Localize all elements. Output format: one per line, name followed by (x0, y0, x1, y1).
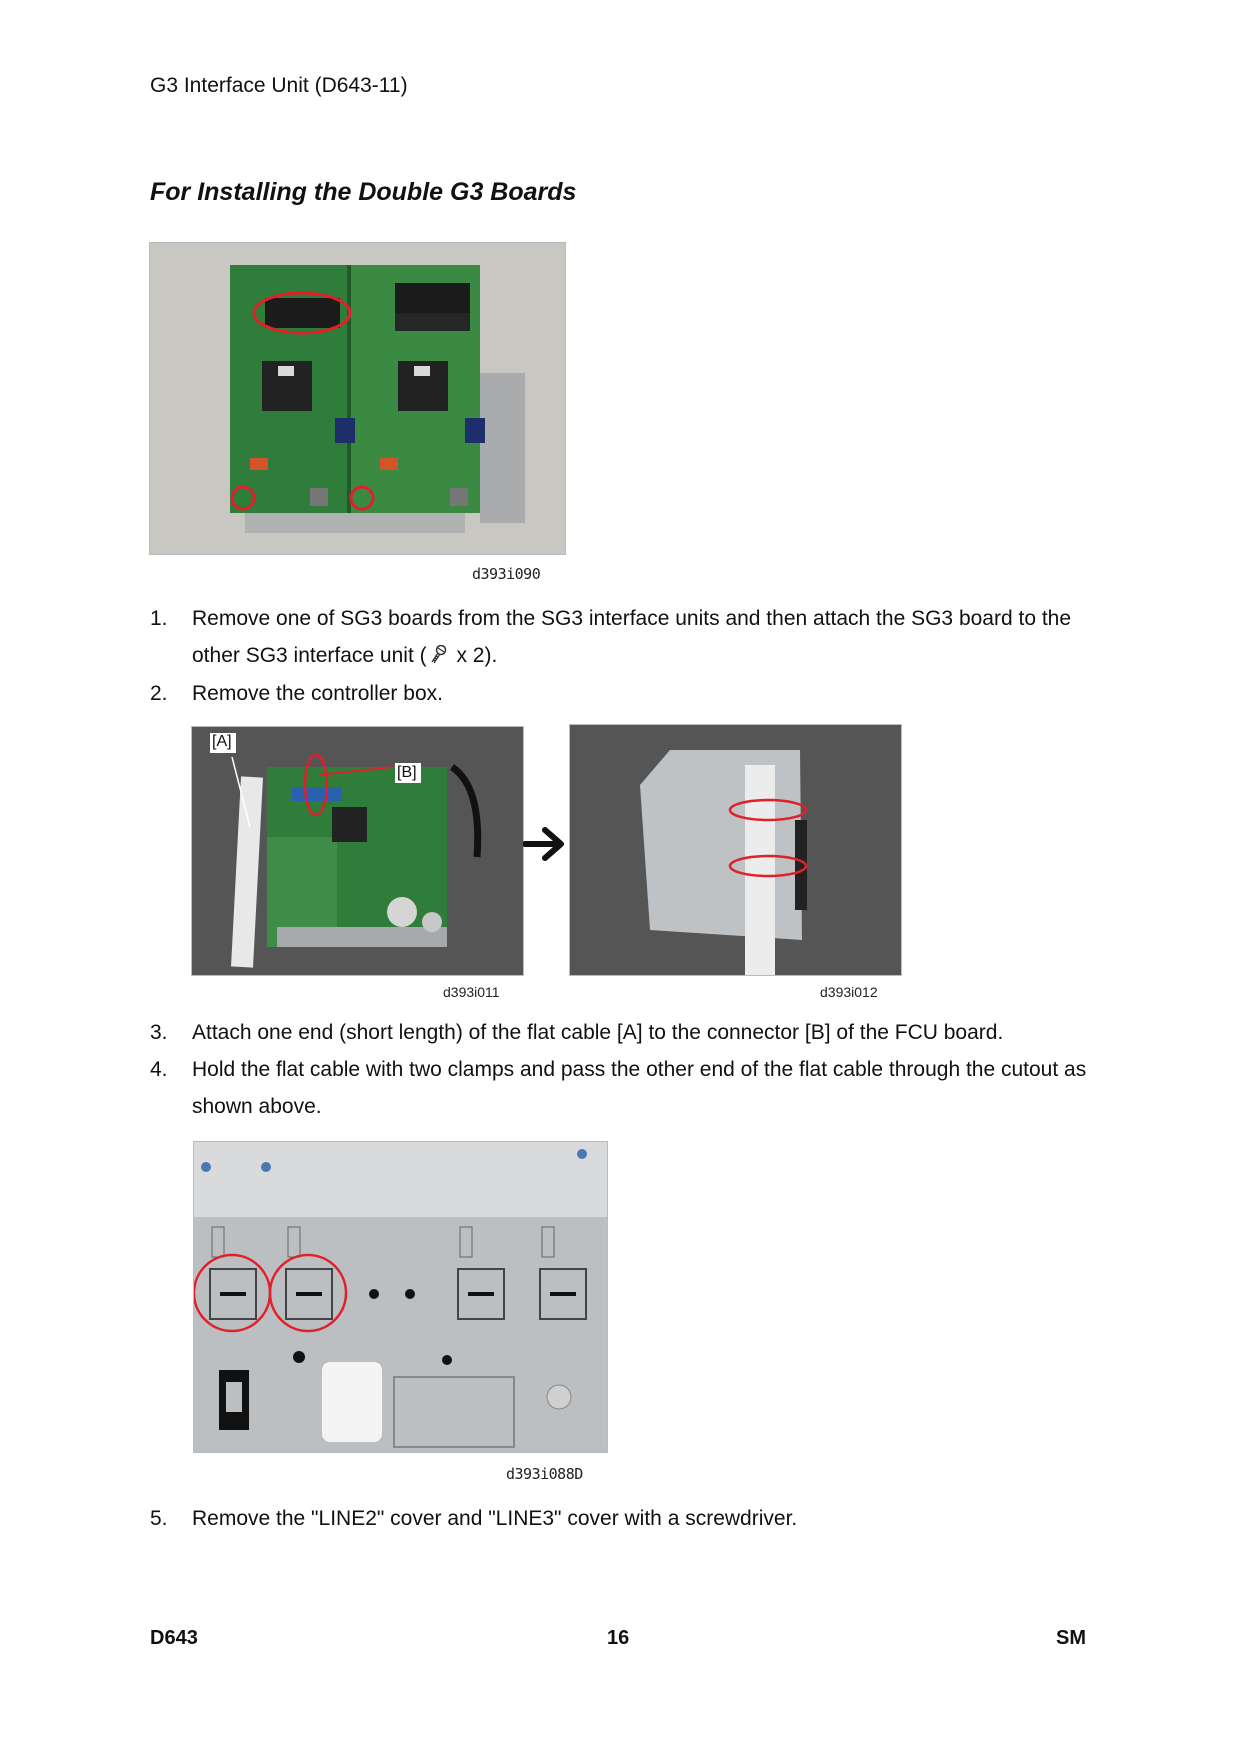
section-title: For Installing the Double G3 Boards (150, 178, 577, 206)
step-4 (150, 1051, 1110, 1125)
step-text: Hold the flat cable with two clamps and pass the other end of the flat cable through the cutout as shown above. (192, 1058, 1087, 1118)
callout-label-b: [B] (397, 764, 417, 781)
step-text: Remove the controller box. (192, 682, 443, 705)
step-number: 2. (150, 682, 168, 705)
step-3 (150, 1014, 1110, 1051)
controller-box-photo (192, 727, 523, 975)
figure-caption: d393i011 (443, 984, 500, 1000)
running-header: G3 Interface Unit (D643-11) (150, 74, 408, 97)
figure-caption: d393i090 (472, 565, 541, 583)
line-covers-photo (194, 1142, 607, 1452)
footer-page-number: 16 (607, 1627, 630, 1649)
step-5 (150, 1500, 1110, 1537)
figure-cable-clamps (569, 724, 902, 976)
step-number: 4. (150, 1058, 168, 1081)
callout-label-a: [A] (212, 733, 232, 750)
step-text: Attach one end (short length) of the flat cable [A] to the connector [B] of the FCU board. (192, 1021, 1004, 1044)
figure-controller-box (191, 726, 524, 976)
step-1 (150, 600, 1110, 674)
figure-caption: d393i088D (506, 1465, 583, 1483)
step-2 (150, 675, 1110, 712)
screw-icon (430, 645, 448, 665)
footer-model: D643 (150, 1627, 198, 1649)
figure-double-g3-boards (149, 242, 566, 555)
figure-caption: d393i012 (820, 984, 878, 1000)
footer-manual-type: SM (1056, 1627, 1086, 1649)
step-number: 3. (150, 1021, 168, 1044)
g3-boards-photo (150, 243, 565, 554)
arrow-right-icon (523, 824, 569, 864)
step-number: 5. (150, 1507, 168, 1530)
cable-clamps-photo (570, 725, 901, 975)
step-text: Remove the "LINE2" cover and "LINE3" cover with a screwdriver. (192, 1507, 798, 1530)
step-text: Remove one of SG3 boards from the SG3 interface units and then attach the SG3 board to the other SG3 interface unit ( x 2). (192, 607, 1072, 667)
step-number: 1. (150, 607, 168, 630)
figure-line-covers (193, 1141, 608, 1453)
